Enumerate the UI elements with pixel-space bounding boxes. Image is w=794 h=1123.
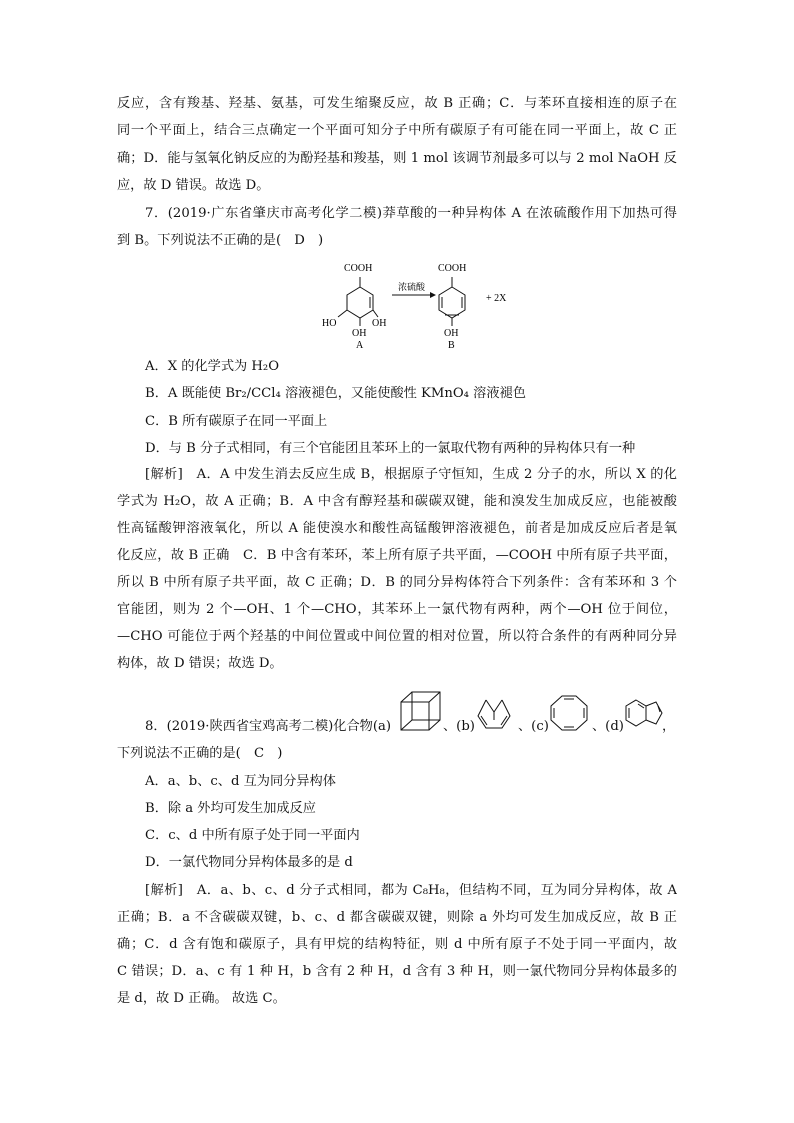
question-8-option-b: B．除 a 外均可发生加成反应 [145, 801, 316, 816]
compound-a-label: A [356, 340, 364, 351]
compound-b-cooh-label: COOH [438, 263, 467, 274]
cubane-structure-icon [398, 688, 444, 736]
question-7-analysis: 化反应，故 B 正确 C．B 中含有苯环，苯上所有原子共平面，—COOH 中所有原子共平面， [117, 548, 677, 563]
compound-b-structure [439, 277, 465, 326]
question-8-sep: 、(c) [518, 719, 549, 734]
reaction-scheme-figure [300, 255, 560, 355]
question-7-option-a: A．X 的化学式为 H₂O [145, 359, 280, 374]
question-7-analysis: 官能团，则为 2 个—OH、1 个—CHO，其苯环上一氯代物有两种，两个—OH 位于间位， [117, 602, 677, 617]
fused-ring-structure-icon [620, 696, 664, 730]
reagent-label: 浓硫酸 [398, 282, 426, 292]
question-8-analysis: C 错误；D．a、c 有 1 种 H，b 含有 2 种 H，d 含有 3 种 H，则一氯代物同分异构体最多的 [117, 964, 677, 979]
question-8-stem: 8．(2019·陕西省宝鸡高考二模)化合物(a) [145, 719, 392, 734]
text-line: 同一个平面上，结合三点确定一个平面可知分子中所有碳原子有可能在同一平面上，故 C 正 [117, 123, 677, 138]
question-8-stem: 下列说法不正确的是( C ) [117, 746, 283, 761]
question-7-analysis: [解析] A．A 中发生消去反应生成 B，根据原子守恒知，生成 2 分子的水，所以 X 的化 [145, 467, 677, 482]
compound-b-oh-label: OH [444, 328, 459, 339]
question-7-analysis: 构体，故 D 错误；故选 D。 [117, 656, 283, 671]
question-8-sep: 、(d) [592, 719, 624, 734]
compound-a-cooh-label: COOH [344, 263, 373, 274]
compound-a-oh-label: OH [372, 318, 387, 329]
byproduct-label: + 2X [486, 293, 507, 304]
question-8-option-a: A．a、b、c、d 互为同分异构体 [145, 774, 336, 789]
question-7-analysis: 所以 B 中所有原子共平面，故 C 正确；D．B 的同分异构体符合下列条件：含有苯环和 3 个 [117, 575, 677, 590]
question-7-stem: 到 B。下列说法不正确的是( D ) [117, 233, 324, 248]
text-line: 反应，含有羧基、羟基、氨基，可发生缩聚反应，故 B 正确；C．与苯环直接相连的原子在 [117, 96, 677, 111]
question-7-analysis: —CHO 可能位于两个羟基的中间位置或中间位置的相对位置，所以符合条件的有两种同分异 [117, 629, 677, 644]
question-7-analysis: 学式为 H₂O，故 A 正确；B．A 中含有醇羟基和碳碳双键，能和溴发生加成反应，也能被酸 [117, 494, 677, 509]
cyclooctatetraene-structure-icon [546, 693, 592, 733]
question-8-stem-end: ， [662, 719, 676, 734]
question-8-option-c: C．c、d 中所有原子处于同一平面内 [145, 828, 360, 843]
question-8-analysis: 正确；B．a 不含碳碳双键，b、c、d 都含碳碳双键，则除 a 外均可发生加成反应，故 B 正 [117, 910, 677, 925]
question-8-analysis: 是 d，故 D 正确。 故选 C。 [117, 991, 286, 1006]
compound-b-label: B [448, 340, 455, 351]
text-line: 确；D．能与氢氧化钠反应的为酚羟基和羧基，则 1 mol 该调节剂最多可以与 2 mol NaOH 反 [117, 151, 677, 166]
question-8-sep: 、(b) [443, 719, 475, 734]
compound-a-oh-label: OH [352, 328, 367, 339]
compound-a-ho-label: HO [322, 318, 337, 329]
question-7-option-c: C．B 所有碳原子在同一平面上 [145, 414, 328, 429]
question-7-option-d: D．与 B 分子式相同，有三个官能团且苯环上的一氯取代物有两种的异构体只有一种 [145, 441, 636, 456]
text-line: 应，故 D 错误。故选 D。 [117, 178, 270, 193]
arrow-head-icon [430, 292, 436, 298]
bicyclic-diene-structure-icon [472, 692, 518, 734]
question-7-analysis: 性高锰酸钾溶液氧化，所以 A 能使溴水和酸性高锰酸钾溶液褪色，前者是加成反应后者是氧 [117, 521, 677, 536]
question-7-option-b: B．A 既能使 Br₂/CCl₄ 溶液褪色，又能使酸性 KMnO₄ 溶液褪色 [145, 386, 526, 401]
question-8-analysis: 确；C．d 含有饱和碳原子，具有甲烷的结构特征，则 d 中所有原子不处于同一平面内，故 [117, 937, 677, 952]
question-8-option-d: D．一氯代物同分异构体最多的是 d [145, 855, 353, 870]
question-7-stem: 7．(2019·广东省肇庆市高考化学二模)莽草酸的一种异构体 A 在浓硫酸作用下加热可得 [145, 206, 677, 221]
question-8-analysis: [解析] A．a、b、c、d 分子式相同，都为 C₈H₈，但结构不同，互为同分异构体，故 A [145, 883, 677, 898]
